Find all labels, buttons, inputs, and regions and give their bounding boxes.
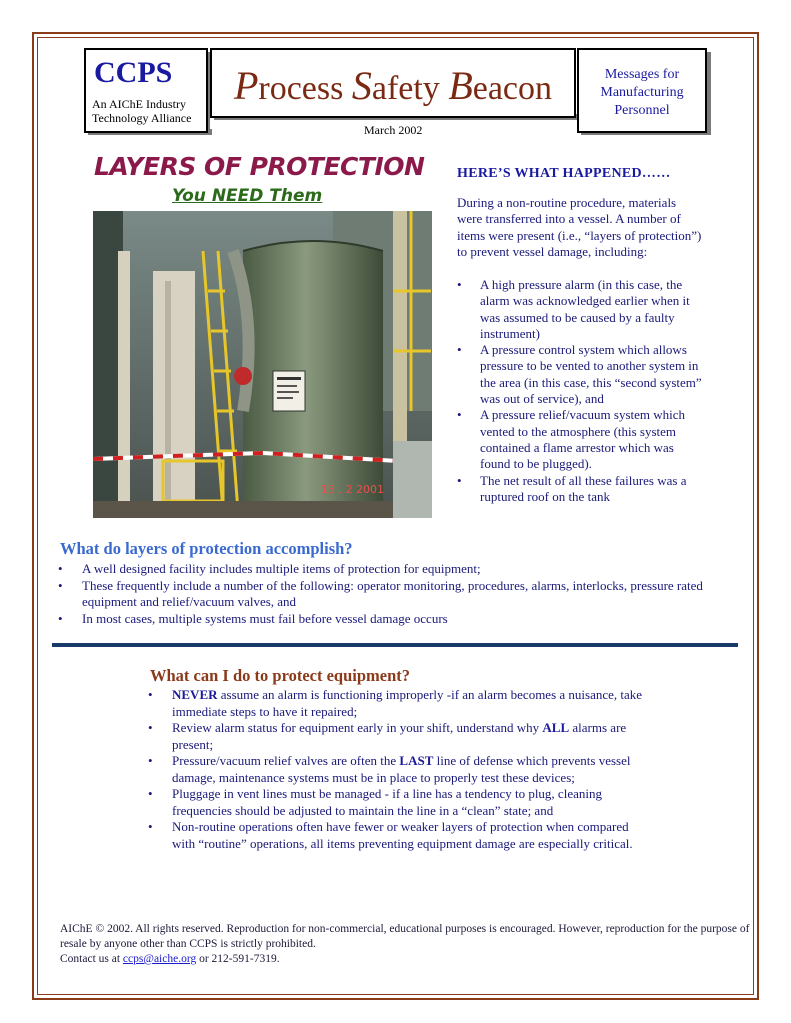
- list-item-text: line of defense which prevents vessel damage, maintenance systems must be in place to properly test these devices;: [172, 753, 631, 785]
- feature-title: LAYERS OF PROTECTION: [94, 152, 425, 181]
- bullet-icon: •: [58, 577, 63, 593]
- list-item: [148, 786, 653, 819]
- list-item: [58, 578, 748, 611]
- list-item: [457, 342, 707, 407]
- issue-date: March 2002: [364, 123, 423, 137]
- what-happened-list: [457, 277, 707, 505]
- beacon-title: [212, 62, 574, 109]
- messages-line-1: Messages for: [604, 67, 680, 82]
- tank-photo: [93, 211, 432, 518]
- accomplish-title: What do layers of protection accomplish?: [60, 539, 353, 558]
- beacon-title-box: [210, 48, 576, 118]
- what-happened-title: HERE’S WHAT HAPPENED……: [457, 166, 671, 181]
- ccps-subtitle: [92, 97, 191, 125]
- messages-text: [579, 66, 705, 120]
- list-item-text: Non-routine operations often have fewer or weaker layers of protection when compared with “routine” operations, all items preventing equipment damage are especially critical.: [172, 819, 633, 851]
- bullet-icon: •: [457, 342, 462, 358]
- footer: [60, 922, 750, 967]
- feature-subtitle: You NEED Them: [172, 186, 323, 206]
- bullet-icon: •: [58, 610, 63, 626]
- ccps-subtitle-line-1: An AIChE Industry: [92, 97, 186, 111]
- list-item-text: In most cases, multiple systems must fail before vessel damage occurs: [82, 610, 448, 626]
- bullet-icon: •: [148, 687, 153, 702]
- beacon-cap-s: S: [351, 63, 372, 108]
- contact-prefix: Contact us at: [60, 953, 123, 965]
- ccps-subtitle-line-2: Technology Alliance: [92, 111, 192, 125]
- beacon-word-eacon: eacon: [472, 70, 553, 107]
- list-item: [58, 561, 748, 578]
- bullet-icon: •: [457, 407, 462, 423]
- list-item: [148, 753, 653, 786]
- list-item: [457, 277, 707, 342]
- list-item-text: A pressure control system which allows pressure to be vented to another system in the area (in this case, this “second system” was out of service), and: [480, 342, 702, 407]
- list-item-text: These frequently include a number of the following: operator monitoring, procedures, alarms, interlocks, pressure rated equipment and relief/vacuum valves, and: [82, 577, 703, 609]
- ccps-logo-box: [84, 48, 208, 133]
- emphasis-last: LAST: [399, 753, 434, 768]
- messages-line-3: Personnel: [614, 103, 670, 118]
- bullet-icon: •: [148, 819, 153, 834]
- beacon-word-afety: afety: [371, 70, 449, 107]
- tank-photo-illustration: [93, 211, 432, 518]
- protect-list: [148, 687, 653, 852]
- list-item-text: A high pressure alarm (in this case, the alarm was acknowledged earlier when it was assumed to be caused by a faulty instrument): [480, 277, 690, 341]
- list-item: [148, 687, 653, 720]
- accomplish-list: [58, 561, 748, 627]
- beacon-word-rocess: rocess: [258, 70, 352, 107]
- bullet-icon: •: [58, 561, 63, 576]
- list-item: [148, 819, 653, 852]
- list-item: [58, 611, 748, 628]
- beacon-cap-p: P: [233, 63, 259, 108]
- list-item: [457, 407, 707, 472]
- beacon-cap-b: B: [448, 63, 473, 108]
- section-divider: [52, 643, 738, 647]
- list-item-text: Pressure/vacuum relief valves are often the: [172, 753, 400, 768]
- list-item-text: The net result of all these failures was a ruptured roof on the tank: [480, 472, 687, 504]
- what-happened-intro: During a non-routine procedure, materials were transferred into a vessel. A number of items were present (i.e., “layers of protection”) to prevent vessel damage, including:: [457, 195, 702, 259]
- copyright-text: AIChE © 2002. All rights reserved. Reproduction for non-commercial, educational purposes is encouraged. However, reproduction for the purpose of resale by anyone other than CCPS is strictly prohibited.: [60, 923, 750, 950]
- contact-phone: or 212-591-7319.: [196, 953, 280, 965]
- bullet-icon: •: [457, 472, 462, 488]
- list-item-text: Pluggage in vent lines must be managed - if a line has a tendency to plug, cleaning frequencies should be adjusted to maintain the line in a “clean” state; and: [172, 786, 602, 818]
- protect-title: What can I do to protect equipment?: [150, 666, 411, 685]
- bullet-icon: •: [457, 277, 462, 292]
- list-item-text: A well designed facility includes multiple items of protection for equipment;: [82, 561, 481, 576]
- list-item: [148, 720, 653, 753]
- list-item: [457, 473, 707, 506]
- messages-box: [577, 48, 707, 133]
- photo-date-stamp: 13 . 2 2001: [321, 483, 384, 496]
- messages-line-2: Manufacturing: [600, 85, 684, 100]
- email-link[interactable]: ccps@aiche.org: [122, 953, 197, 965]
- bullet-icon: •: [148, 720, 153, 735]
- bullet-icon: •: [148, 753, 153, 768]
- ccps-logo-text: CCPS: [94, 56, 173, 89]
- bullet-icon: •: [148, 786, 153, 801]
- list-item-text: alarms are present;: [172, 720, 627, 752]
- list-item-text: A pressure relief/vacuum system which vented to the atmosphere (this system contained a flame arrestor which was found to be plugged).: [480, 407, 686, 472]
- contact-line: [60, 952, 750, 967]
- emphasis-never: NEVER: [172, 687, 218, 702]
- list-item-text: assume an alarm is functioning improperly -if an alarm becomes a nuisance, take immediate steps to have it repaired;: [172, 687, 643, 719]
- emphasis-all: ALL: [542, 720, 570, 735]
- list-item-text: Review alarm status for equipment early in your shift, understand why: [172, 720, 543, 735]
